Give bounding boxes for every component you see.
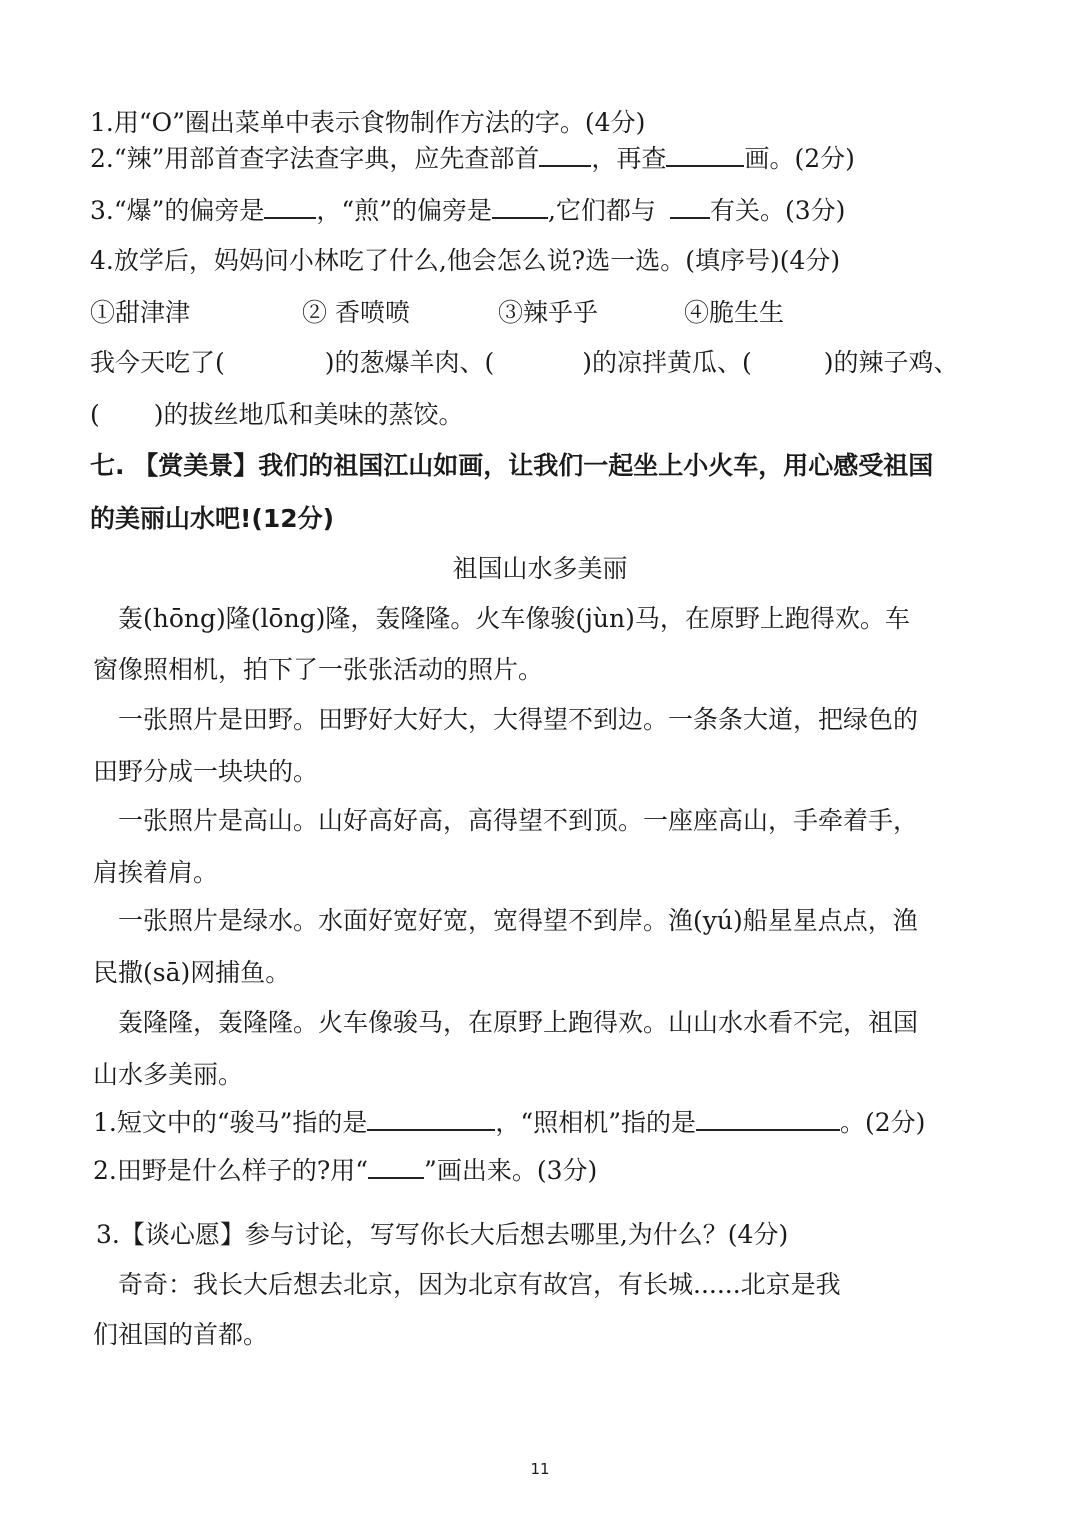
q3-text-b: ，“煎”的偏旁是 [316, 196, 492, 225]
reading-question-3: 3.【谈心愿】参与讨论，写写你长大后想去哪里,为什么？(4分) [96, 1220, 789, 1249]
fill-text-f: )的拔丝地瓜和美味的蒸饺。 [153, 400, 464, 429]
question-1: 1.用“O”圈出菜单中表示食物制作方法的字。(4分) [90, 108, 646, 137]
q3-text-a: 3.“爆”的偏旁是 [90, 196, 265, 225]
page-number: 11 [530, 1460, 550, 1478]
passage-paragraph: 轰隆隆，轰隆隆。火车像骏马，在原野上跑得欢。山山水水看不完，祖国 [93, 1008, 919, 1037]
passage-paragraph: 田野分成一块块的。 [93, 757, 319, 786]
answer-blank[interactable] [368, 1176, 424, 1179]
q3-text-d: 有关。(3分) [709, 196, 846, 225]
question-2 [90, 146, 855, 171]
fill-text-d: )的辣子鸡、 [823, 348, 959, 377]
watermark: ​ [450, 748, 461, 763]
q2-text-b: ，再查 [591, 144, 667, 173]
answer-blank[interactable] [492, 216, 548, 219]
fill-text-e: ( [90, 400, 100, 429]
section-7-heading: 七. 【赏美景】我们的祖国江山如画，让我们一起坐上小火车，用心感受祖国 [90, 451, 934, 480]
passage-paragraph: 窗像照相机，拍下了一张张活动的照片。 [93, 655, 544, 684]
passage-paragraph: 一张照片是高山。山好高好高，高得望不到顶。一座座高山，手牵着手， [93, 806, 919, 835]
section-7-heading-cont: 的美丽山水吧!(12分) [90, 504, 335, 533]
passage-paragraph: 轰(hōng)隆(lōng)隆，轰隆隆。火车像骏(jùn)马，在原野上跑得欢。车 [93, 604, 910, 633]
q2-text-c: 画。(2分) [744, 144, 855, 173]
passage-paragraph: 山水多美丽。 [93, 1060, 244, 1089]
answer-blank[interactable] [367, 1128, 495, 1131]
fill-in-line-1 [90, 350, 959, 375]
rq1-text-c: 。(2分) [839, 1108, 926, 1137]
passage-paragraph: 一张照片是田野。田野好大好大，大得望不到边。一条条大道，把绿色的 [93, 705, 919, 734]
passage-paragraph: 肩挨着肩。 [93, 858, 219, 887]
option-3: ③辣乎乎 [498, 298, 599, 327]
fill-text-c: )的凉拌黄瓜、( [582, 348, 752, 377]
answer-blank[interactable] [264, 216, 316, 219]
reading-question-1 [93, 1110, 925, 1135]
answer-blank[interactable] [696, 1128, 840, 1131]
passage-paragraph: 一张照片是绿水。水面好宽好宽，宽得望不到岸。渔(yú)船星星点点，渔 [93, 906, 918, 935]
fill-text-a: 我今天吃了( [90, 348, 225, 377]
answer-blank[interactable] [670, 216, 710, 219]
rq1-text-b: ，“照相机”指的是 [495, 1108, 696, 1137]
passage-title: 祖国山水多美丽 [452, 554, 628, 583]
option-1: ①甜津津 [90, 298, 191, 327]
rq2-text-b: ”画出来。(3分) [424, 1156, 598, 1185]
rq2-text-a: 2.田野是什么样子的?用“ [93, 1156, 369, 1185]
reading-question-2 [93, 1158, 597, 1183]
question-3 [90, 198, 845, 223]
sample-answer: 奇奇：我长大后想去北京，因为北京有故宫，有长城......北京是我 [93, 1270, 841, 1299]
q3-text-c: ,它们都与 [547, 196, 656, 225]
sample-answer-cont: 们祖国的首都。 [93, 1320, 269, 1349]
option-4: ④脆生生 [684, 298, 785, 327]
fill-text-b: )的葱爆羊肉、( [324, 348, 495, 377]
fill-in-line-2 [90, 402, 464, 427]
answer-blank[interactable] [666, 164, 744, 167]
option-2: ② 香喷喷 [302, 298, 410, 327]
q2-text-a: 2.“辣”用部首查字法查字典，应先查部首 [90, 144, 540, 173]
passage-paragraph: 民撒(sā)网捕鱼。 [93, 958, 291, 987]
answer-blank[interactable] [539, 164, 591, 167]
rq1-text-a: 1.短文中的“骏马”指的是 [93, 1108, 368, 1137]
question-4: 4.放学后，妈妈问小林吃了什么,他会怎么说?选一选。(填序号)(4分) [90, 246, 841, 275]
